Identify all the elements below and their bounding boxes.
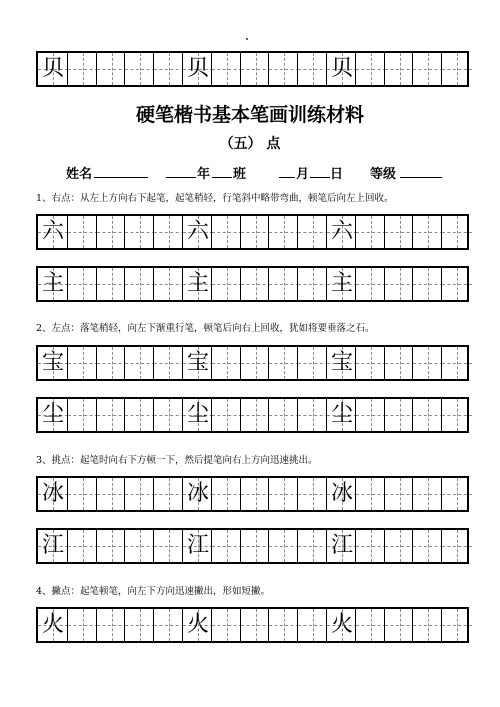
grid-cell [297,530,328,562]
model-char: 贝 [330,56,353,81]
grid-cell [268,609,299,641]
grid-cell [297,53,328,85]
grid-cell [182,347,213,379]
model-char: 火 [41,612,64,637]
grid-cell [124,478,155,510]
grid-cell [67,53,98,85]
grid-cell [268,530,299,562]
grid-cell [211,216,242,248]
day-blank[interactable] [310,177,330,178]
grid-cell [355,399,386,431]
grid-cell [96,268,127,300]
model-char: 冰 [330,481,353,506]
practice-row [36,476,469,512]
grid-cell [297,347,328,379]
grid-cell [384,478,415,510]
grid-cell [96,347,127,379]
grid-cell [412,530,443,562]
instruction-4: 4、撇点：起笔顿笔，向左下方向迅速撇出，形如短撇。 [36,586,271,597]
grid-cell [326,268,357,300]
instruction-2: 2、左点：落笔稍轻，向左下渐重行笔，顿笔后向右上回收，犹如将要垂落之石。 [36,323,375,334]
grid-cell [384,609,415,641]
grid-cell [412,216,443,248]
grid-cell [67,530,98,562]
model-char: 贝 [186,56,209,81]
grid-cell [182,609,213,641]
grid-cell [153,216,184,248]
grid-cell [441,530,472,562]
grid-cell [211,530,242,562]
class-blank[interactable] [212,177,232,178]
grid-cell [441,609,472,641]
grid-cell [326,347,357,379]
grid-cell [326,530,357,562]
instruction-1: 1、右点：从左上方向右下起笔，起笔稍轻，行笔斜中略带弯曲，顿笔后向左上回收。 [36,193,394,204]
practice-row [36,397,469,433]
grid-cell [153,347,184,379]
name-blank[interactable] [94,177,148,178]
grid-cell [124,399,155,431]
grid-cell [355,53,386,85]
grid-cell [240,268,271,300]
grid-cell [153,609,184,641]
grid-cell [240,609,271,641]
grid-cell [67,478,98,510]
grid-cell [96,478,127,510]
model-char: 冰 [186,481,209,506]
grid-cell [240,399,271,431]
grid-cell [182,478,213,510]
grid-cell [326,216,357,248]
practice-row [36,214,469,250]
practice-row [36,528,469,564]
model-char: 宝 [330,350,353,375]
grid-cell [211,399,242,431]
grid-cell [124,53,155,85]
grid-cell [38,478,68,510]
grid-cell [124,609,155,641]
grid-cell [412,609,443,641]
grid-cell [412,399,443,431]
grid-cell [268,216,299,248]
grid-cell [96,53,127,85]
grid-cell [441,478,472,510]
grid-cell [211,268,242,300]
grid-cell [38,609,68,641]
grid-cell [38,399,68,431]
grid-cell [441,53,472,85]
grade-blank[interactable] [400,177,442,178]
year-label: 年 [197,167,211,182]
grid-cell [240,216,271,248]
grid-cell [297,478,328,510]
grid-cell [297,216,328,248]
month-blank[interactable] [279,177,295,178]
grid-cell [67,399,98,431]
grid-cell [355,268,386,300]
grid-cell [211,609,242,641]
grid-cell [297,399,328,431]
grid-cell [67,216,98,248]
grid-cell [412,478,443,510]
grid-cell [412,268,443,300]
grid-cell [240,53,271,85]
model-char: 冰 [41,481,64,506]
grid-cell [355,347,386,379]
model-char: 主 [186,271,209,296]
grid-cell [124,347,155,379]
page-title: 硬笔楷书基本笔画训练材料 [135,104,364,126]
grade-label: 等级 [370,167,397,182]
practice-row-top [36,51,469,87]
grid-cell [67,347,98,379]
grid-cell [211,478,242,510]
grid-cell [211,347,242,379]
practice-row [36,266,469,302]
model-char: 宝 [186,350,209,375]
grid-cell [384,347,415,379]
page-dot [246,38,248,40]
grid-cell [38,268,68,300]
grid-cell [355,530,386,562]
grid-cell [268,478,299,510]
grid-cell [384,53,415,85]
grid-cell [124,268,155,300]
grid-cell [384,216,415,248]
model-char: 贝 [41,56,64,81]
grid-cell [153,399,184,431]
grid-cell [124,530,155,562]
instruction-3: 3、挑点：起笔时向右下方顿一下，然后提笔向右上方向迅速挑出。 [36,455,318,466]
grid-cell [412,53,443,85]
grid-cell [153,268,184,300]
grid-cell [182,530,213,562]
grid-cell [384,268,415,300]
grid-cell [182,399,213,431]
grid-cell [240,347,271,379]
grid-cell [96,530,127,562]
grid-cell [326,609,357,641]
model-char: 六 [186,219,209,244]
grid-cell [326,399,357,431]
grid-cell [268,53,299,85]
grid-cell [441,347,472,379]
year-blank[interactable] [166,177,196,178]
grid-cell [384,399,415,431]
model-char: 尘 [41,402,64,427]
grid-cell [355,216,386,248]
model-char: 江 [41,533,64,558]
grid-cell [355,609,386,641]
practice-row [36,607,469,643]
grid-cell [38,347,68,379]
model-char: 火 [330,612,353,637]
grid-cell [153,53,184,85]
grid-cell [412,347,443,379]
grid-cell [441,268,472,300]
model-char: 尘 [330,402,353,427]
model-char: 江 [186,533,209,558]
grid-cell [38,216,68,248]
grid-cell [268,399,299,431]
grid-cell [182,268,213,300]
grid-cell [124,216,155,248]
grid-cell [441,399,472,431]
grid-cell [297,609,328,641]
page-subtitle: （五） 点 [219,136,281,152]
grid-cell [268,347,299,379]
grid-cell [153,530,184,562]
model-char: 江 [330,533,353,558]
grid-cell [268,268,299,300]
grid-cell [240,530,271,562]
model-char: 六 [330,219,353,244]
model-char: 主 [330,271,353,296]
model-char: 火 [186,612,209,637]
grid-cell [182,53,213,85]
grid-cell [38,530,68,562]
grid-cell [38,53,68,85]
grid-cell [297,268,328,300]
grid-cell [326,478,357,510]
grid-cell [96,216,127,248]
grid-cell [384,530,415,562]
model-char: 六 [41,219,64,244]
grid-cell [211,53,242,85]
day-label: 日 [330,167,344,182]
grid-cell [355,478,386,510]
grid-cell [240,478,271,510]
model-char: 尘 [186,402,209,427]
name-label: 姓名 [66,167,93,182]
model-char: 宝 [41,350,64,375]
model-char: 主 [41,271,64,296]
grid-cell [441,216,472,248]
grid-cell [67,609,98,641]
month-label: 月 [296,167,310,182]
grid-cell [153,478,184,510]
grid-cell [96,609,127,641]
grid-cell [326,53,357,85]
practice-row [36,345,469,381]
class-label: 班 [233,167,247,182]
grid-cell [67,268,98,300]
grid-cell [182,216,213,248]
grid-cell [96,399,127,431]
